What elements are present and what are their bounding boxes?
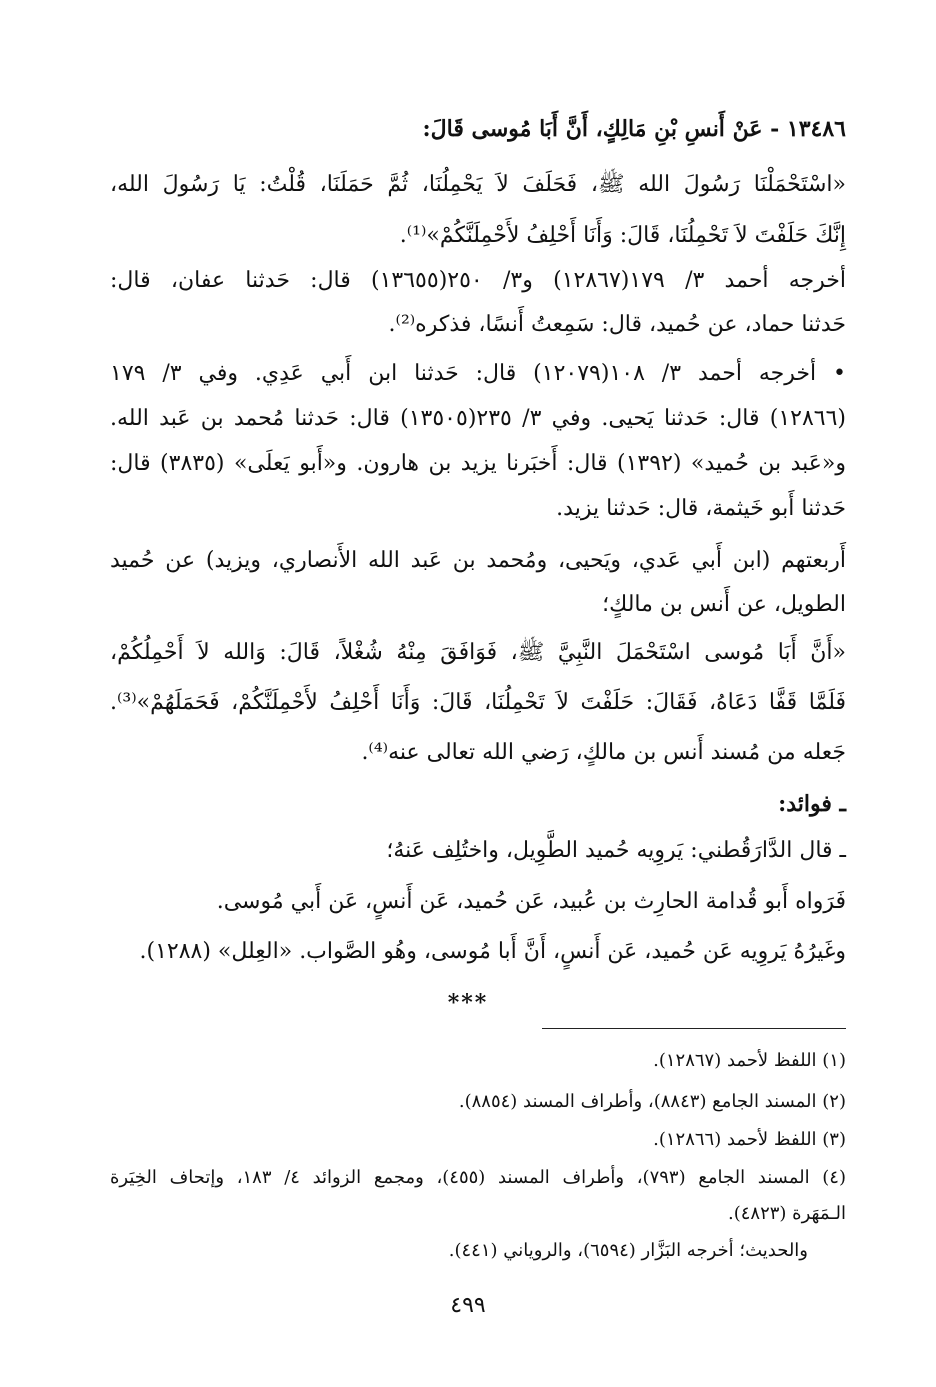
- takhrij-line: و«عَبد بن حُميد» (١٣٩٢) قال: أَخبَرنا يزيد بن هارون. و«أَبو يَعلَى» (٣٨٣٥) قال:: [110, 451, 846, 476]
- page-number: ٤٩٩: [450, 1293, 486, 1318]
- musnad-note: جَعله من مُسند أَنس بن مالكٍ، رَضي الله تعالى عنه⁽⁴⁾.: [361, 740, 846, 765]
- variant-text-line: «أَنَّ أَبَا مُوسى اسْتَحْمَلَ النَّبِيَّ ﷺ، فَوَافَقَ مِنْهُ شُغْلاً، قَالَ: وَالله لاَ أَحْمِلُكُمْ،: [110, 640, 846, 665]
- takhrij-line: حَدثنا حماد، عن حُميد، قال: سَمِعتُ أَنسًا، فذكره⁽²⁾.: [388, 312, 846, 337]
- footnote: والحديث؛ أخرجه البَزَّار (٦٥٩٤)، والروياني (٤٤١).: [448, 1240, 808, 1261]
- section-separator: ***: [447, 990, 489, 1016]
- hadith-text-line: «اسْتَحْمَلْنَا رَسُولَ الله ﷺ، فَحَلَفَ لاَ يَحْمِلُنَا، ثُمَّ حَمَلَنَا، قُلْتُ: يَا رَسُولَ الله،: [110, 172, 846, 197]
- takhrij-line: • أخرجه أحمد ٣/ ١٠٨(١٢٠٧٩) قال: حَدثنا ابن أَبي عَدِي. وفي ٣/ ١٧٩: [110, 361, 846, 386]
- fawaid-line: وغَيرُهُ يَروِيه عَن حُميد، عَن أَنسٍ، أَنَّ أَبا مُوسى، وهُو الصَّواب. «العِلل» (١٢٨٨).: [139, 939, 846, 964]
- fawaid-line: ـ قال الدَّارَقُطني: يَروِيه حُميد الطَّوِيل، واختُلِف عَنهُ؛: [386, 838, 846, 863]
- fawaid-line: فَرَواه أَبو قُدامة الحارِث بن عُبيد، عَن حُميد، عَن أَنسٍ، عَن أَبي مُوسى.: [216, 889, 846, 914]
- footnote-divider: [542, 1028, 846, 1029]
- chain-line: الطويل، عن أَنس بن مالكٍ؛: [602, 592, 846, 617]
- footnote: (٢) المسند الجامع (٨٨٤٣)، وأطراف المسند (٨٨٥٤).: [458, 1091, 846, 1112]
- takhrij-line: أخرجه أحمد ٣/ ١٧٩(١٢٨٦٧) و٣/ ٢٥٠(١٣٦٥٥) قال: حَدثنا عفان، قال:: [110, 268, 847, 293]
- footnote: (٣) اللفظ لأحمد (١٢٨٦٦).: [653, 1129, 846, 1150]
- takhrij-line: (١٢٨٦٦) قال: حَدثنا يَحيى. وفي ٣/ ٢٣٥(١٣٥٠٥) قال: حَدثنا مُحمد بن عَبد الله.: [110, 406, 846, 431]
- fawaid-heading: ـ فوائد:: [778, 791, 846, 817]
- takhrij-line: حَدثنا أَبو خَيثمة، قال: حَدثنا يزيد.: [556, 496, 846, 521]
- footnote: (٤) المسند الجامع (٧٩٣)، وأطراف المسند (٤٥٥)، ومجمع الزوائد ٤/ ١٨٣، وإتحاف الخِيَرة: [110, 1167, 846, 1188]
- hadith-text-line: إِنَّكَ حَلَفْتَ لاَ تَحْمِلُنَا، قَالَ: وَأَنَا أَحْلِفُ لأَحْمِلَنَّكُمْ»⁽¹⁾.: [399, 223, 846, 248]
- variant-text-line: فَلَمَّا قَفَّا دَعَاهُ، فَقَالَ: حَلَفْتَ لاَ تَحْمِلُنَا، قَالَ: وَأَنَا أَحْلِفُ لأَحْمِلَنَّكُمْ، فَحَمَلَهُمْ»⁽³⁾.: [110, 690, 846, 715]
- chain-line: أَربعتهم (ابن أَبي عَدي، ويَحيى، ومُحمد بن عَبد الله الأَنصاري، ويزيد) عن حُميد: [110, 548, 846, 573]
- footnote: الـمَهَرة (٤٨٢٣).: [728, 1203, 846, 1224]
- hadith-title: ١٣٤٨٦ - عَنْ أَنسِ بْنِ مَالِكٍ، أَنَّ أَبَا مُوسى قَالَ:: [422, 116, 846, 142]
- footnote: (١) اللفظ لأحمد (١٢٨٦٧).: [653, 1050, 846, 1071]
